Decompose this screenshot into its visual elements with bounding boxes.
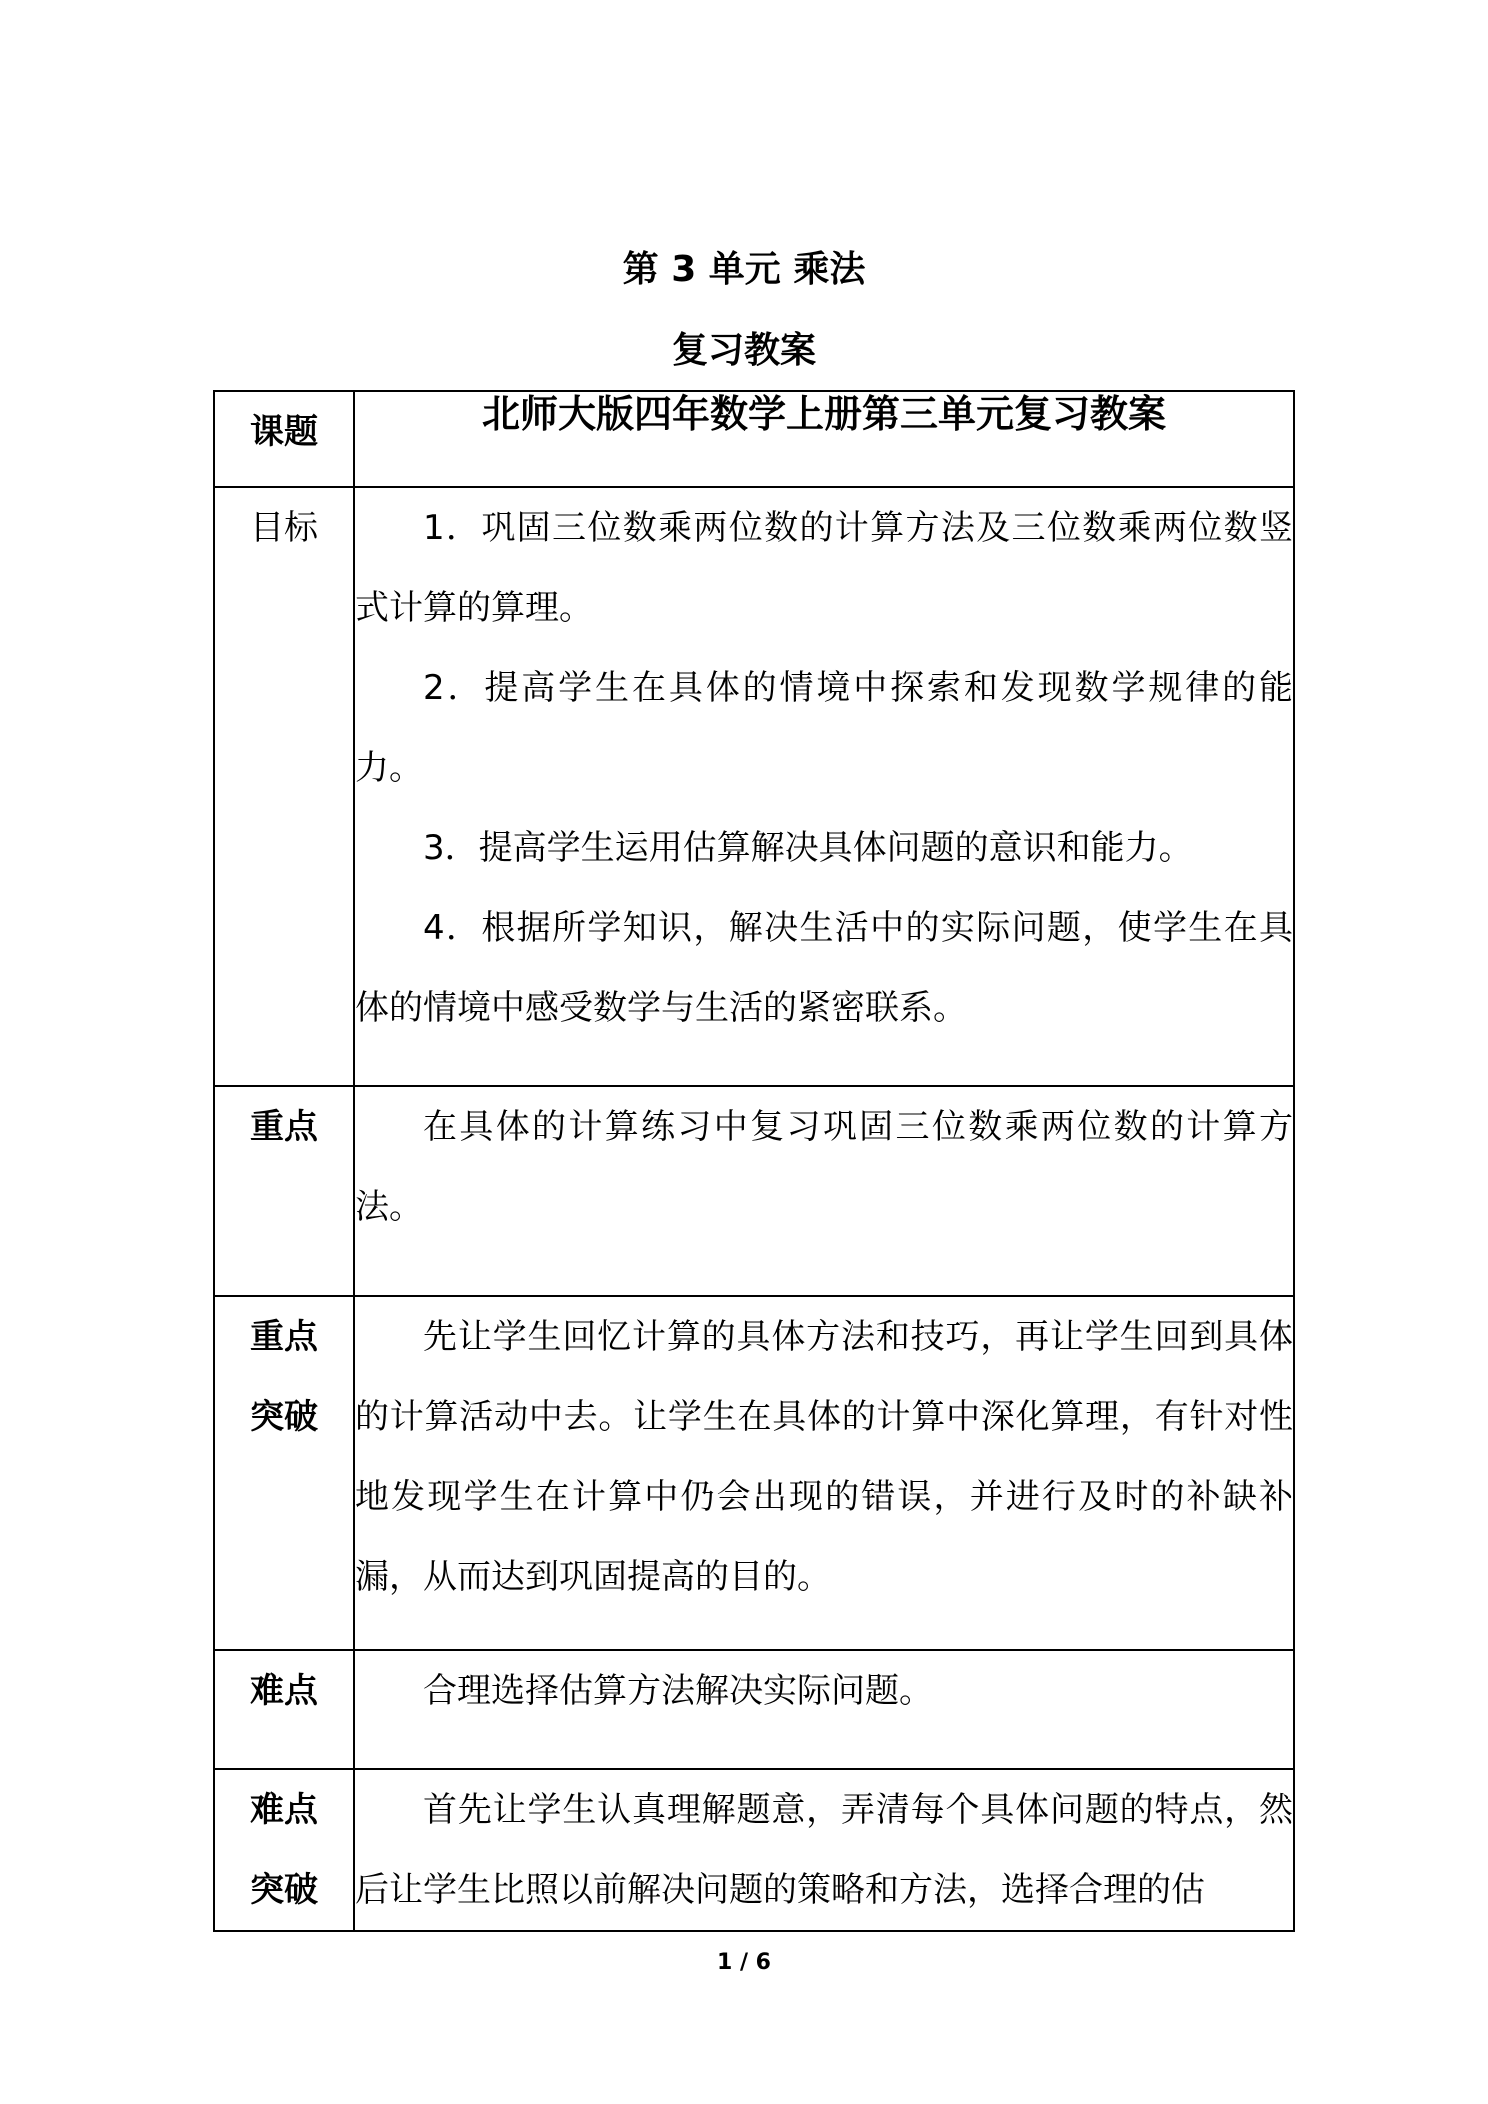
table-row-focus [214,1086,1294,1296]
topic-value: 北师大版四年数学上册第三单元复习教案 [354,391,1294,487]
difficulty-content [354,1650,1294,1769]
table-row-topic [214,391,1294,487]
focus-label: 重点 [214,1086,354,1296]
focus-breakthrough-label-line2: 突破 [250,1397,318,1437]
goal-item: 2．提高学生在具体的情境中探索和发现数学规律的能力。 [355,668,1293,788]
goal-item: 1．巩固三位数乘两位数的计算方法及三位数乘两位数竖式计算的算理。 [355,508,1293,628]
table-row-goals [214,487,1294,1086]
difficulty-text: 合理选择估算方法解决实际问题。 [423,1671,933,1711]
document-subtitle: 复习教案 [671,330,816,371]
page-number: 1 / 6 [717,1950,771,1975]
difficulty-breakthrough-label-line2: 突破 [250,1870,318,1910]
goal-item: 3．提高学生运用估算解决具体问题的意识和能力。 [423,828,1193,868]
difficulty-breakthrough-content [354,1769,1294,1931]
topic-label: 课题 [214,391,354,487]
focus-breakthrough-content [354,1296,1294,1650]
goals-content [354,487,1294,1086]
lesson-plan-table [213,390,1295,1932]
table-row-difficulty [214,1650,1294,1769]
focus-breakthrough-text: 先让学生回忆计算的具体方法和技巧，再让学生回到具体的计算活动中去。让学生在具体的计算中深化算理，有针对性地发现学生在计算中仍会出现的错误，并进行及时的补缺补漏，从而达到巩固提高的目的。 [355,1317,1293,1597]
difficulty-breakthrough-text: 首先让学生认真理解题意，弄清每个具体问题的特点，然后让学生比照以前解决问题的策略和方法，选择合理的估 [355,1790,1293,1910]
table-row-focus-breakthrough [214,1296,1294,1650]
document-title: 第 3 单元 乘法 [622,249,866,290]
focus-text: 在具体的计算练习中复习巩固三位数乘两位数的计算方法。 [355,1107,1293,1227]
difficulty-breakthrough-label [214,1769,354,1931]
focus-content [354,1086,1294,1296]
difficulty-label: 难点 [214,1650,354,1769]
table-row-difficulty-breakthrough [214,1769,1294,1931]
focus-breakthrough-label [214,1296,354,1650]
focus-breakthrough-label-line1: 重点 [250,1317,318,1357]
difficulty-breakthrough-label-line1: 难点 [250,1790,318,1830]
goals-label: 目标 [214,487,354,1086]
goal-item: 4．根据所学知识，解决生活中的实际问题，使学生在具体的情境中感受数学与生活的紧密联系。 [355,908,1293,1028]
